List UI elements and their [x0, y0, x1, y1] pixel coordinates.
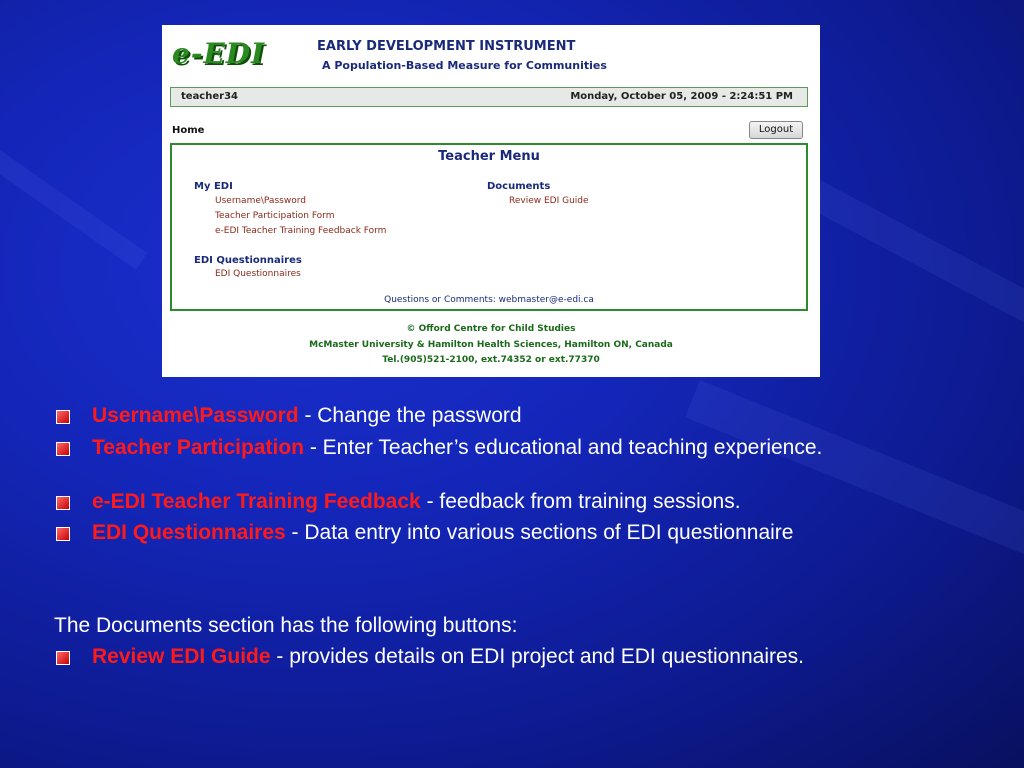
my-edi-heading: My EDI — [194, 181, 233, 192]
bullet-term: e-EDI Teacher Training Feedback — [92, 490, 421, 513]
bullet-desc: - Change the password — [298, 404, 522, 427]
background-ray — [0, 150, 147, 270]
bullet-icon — [56, 527, 70, 541]
username: teacher34 — [181, 91, 238, 102]
e-edi-logo: e-EDI — [172, 37, 266, 70]
app-subtitle: A Population-Based Measure for Communities — [322, 59, 607, 72]
menu-title: Teacher Menu — [438, 149, 540, 164]
documents-heading: Documents — [487, 181, 551, 192]
background-ray — [806, 180, 1024, 357]
review-edi-guide-link[interactable]: Review EDI Guide — [509, 196, 589, 206]
datetime: Monday, October 05, 2009 - 2:24:51 PM — [570, 91, 793, 102]
app-title: EARLY DEVELOPMENT INSTRUMENT — [317, 39, 576, 54]
bullet-desc: - Enter Teacher’s educational and teaching experience. — [304, 436, 823, 459]
logout-button[interactable]: Logout — [749, 121, 803, 139]
edi-questionnaires-link[interactable]: EDI Questionnaires — [215, 269, 301, 279]
training-feedback-form-link[interactable]: e-EDI Teacher Training Feedback Form — [215, 226, 387, 236]
documents-intro-text: The Documents section has the following buttons: — [54, 614, 518, 637]
bullet-icon — [56, 410, 70, 424]
bullet-term: EDI Questionnaires — [92, 521, 286, 544]
edi-questionnaires-heading: EDI Questionnaires — [194, 255, 302, 266]
bullet-term: Username\Password — [92, 404, 299, 427]
bullet-desc: - Data entry into various sections of EDI questionnaire — [285, 521, 794, 544]
contact-info: Questions or Comments: webmaster@e-edi.ca — [384, 295, 594, 305]
home-link[interactable]: Home — [172, 125, 205, 136]
teacher-participation-form-link[interactable]: Teacher Participation Form — [215, 211, 335, 221]
teacher-menu — [170, 143, 808, 311]
footer-phone: Tel.(905)521-2100, ext.74352 or ext.77370 — [382, 355, 600, 365]
bullet-desc: - feedback from training sessions. — [420, 490, 741, 513]
username-password-link[interactable]: Username\Password — [215, 196, 306, 206]
bullet-icon — [56, 651, 70, 665]
bullet-icon — [56, 442, 70, 456]
bullet-term: Review EDI Guide — [92, 645, 271, 668]
footer-copyright: © Offord Centre for Child Studies — [406, 324, 576, 334]
footer-institution: McMaster University & Hamilton Health Sciences, Hamilton ON, Canada — [309, 340, 673, 350]
edi-screenshot — [162, 25, 820, 377]
user-bar — [170, 87, 808, 107]
bullet-term: Teacher Participation — [92, 436, 305, 459]
bullet-desc: - provides details on EDI project and EDI questionnaires. — [270, 645, 805, 668]
bullet-icon — [56, 496, 70, 510]
